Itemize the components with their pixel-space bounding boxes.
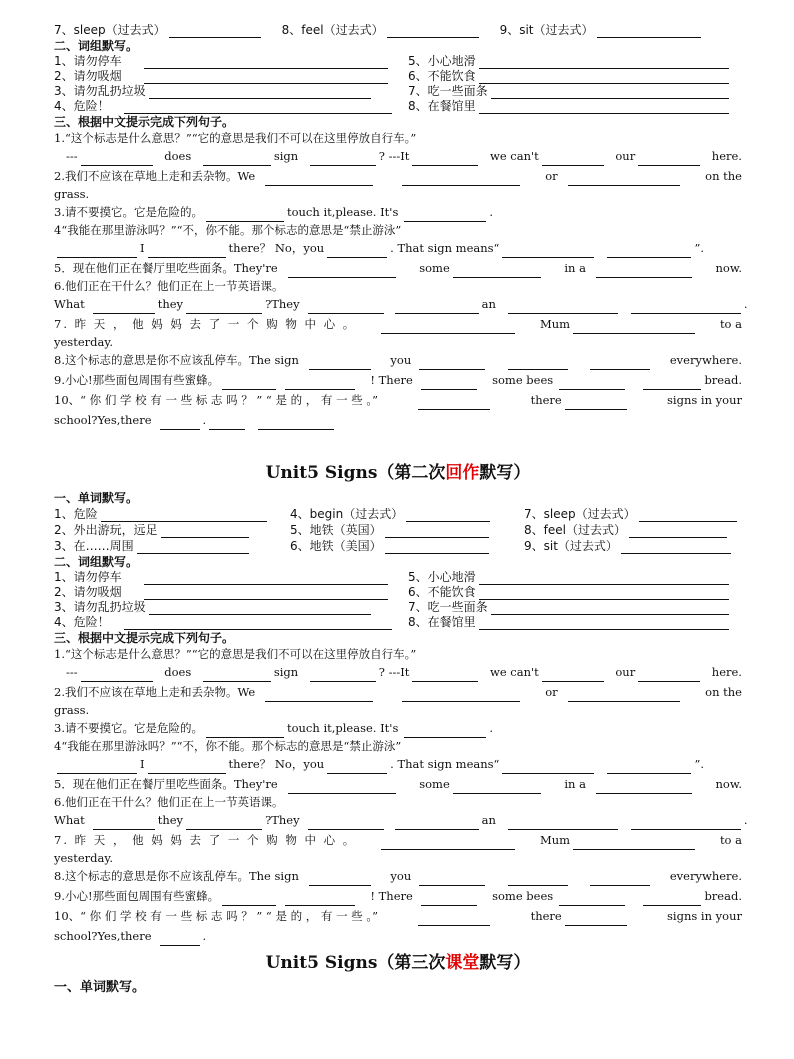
answer-blank[interactable] [310,153,376,166]
answer-blank[interactable] [124,101,392,114]
answer-blank[interactable] [148,761,226,774]
answer-blank[interactable] [206,725,284,738]
answer-blank[interactable] [160,933,200,946]
answer-blank[interactable] [638,153,700,166]
answer-blank[interactable] [93,817,155,830]
answer-blank[interactable] [565,913,627,926]
answer-blank[interactable] [419,357,485,370]
q1-english: --- does sign ? ---It we can't our here. [54,662,742,682]
answer-blank[interactable] [573,321,695,334]
answer-blank[interactable] [565,397,627,410]
answer-blank[interactable] [149,86,371,99]
answer-blank[interactable] [222,893,276,906]
answer-blank[interactable] [309,873,371,886]
unit5-title-third: Unit5 Signs（第三次课堂默写） [265,953,531,973]
answer-blank[interactable] [387,25,479,38]
section-2-title-repeat: 二、词组默写。 [54,555,139,569]
phrase-row [54,99,742,114]
answer-blank[interactable] [144,572,388,585]
answer-blank[interactable] [502,245,594,258]
phrase-label: 8、在餐馆里 [408,99,476,113]
q8: 8.这个标志的意思是你不应该乱停车。The sign you everywhere. [54,350,742,370]
answer-blank[interactable] [381,321,515,334]
answer-blank[interactable] [395,301,479,314]
q7-end: yesterday. [54,335,113,349]
phrase-label: 7、吃一些面条 [408,84,488,98]
q1-english: --- does sign ? ---It we can't our here. [54,146,742,166]
answer-blank[interactable] [93,301,155,314]
answer-blank[interactable] [597,25,701,38]
answer-blank[interactable] [309,357,371,370]
answer-blank[interactable] [508,301,618,314]
answer-blank[interactable] [186,301,262,314]
word-row: 3、在……周围 6、地铁（美国） 9、sit（过去式） [54,538,742,554]
answer-blank[interactable] [453,265,541,278]
answer-blank[interactable] [631,817,741,830]
answer-blank[interactable] [491,602,729,615]
answer-blank[interactable] [596,265,692,278]
answer-blank[interactable] [404,725,486,738]
answer-blank[interactable] [568,173,680,186]
answer-blank[interactable] [186,817,262,830]
phrase-label: 3、请勿乱扔垃圾 [54,84,146,98]
phrase-row [54,69,742,84]
q8: 8.这个标志的意思是你不应该乱停车。The sign you everywhere. [54,866,742,886]
answer-blank[interactable] [288,265,396,278]
answer-blank[interactable] [479,56,729,69]
word-8: 8、feel（过去式） [282,22,482,38]
phrase-row: 1、请勿停车 5、小心地滑 [54,570,742,585]
q6-chinese: 6.他们正在干什么？他们正在上一节英语课。 [54,795,284,809]
answer-blank[interactable] [160,417,200,430]
answer-blank[interactable] [479,101,729,114]
answer-blank[interactable] [542,153,604,166]
answer-blank[interactable] [590,873,650,886]
answer-blank[interactable] [402,173,520,186]
word-9: 9、sit（过去式） [500,22,704,38]
answer-blank[interactable] [643,893,701,906]
q4-chinese: 4“我能在那里游泳吗？”“不，你不能。那个标志的意思是“禁止游泳” [54,739,402,753]
answer-blank[interactable] [419,873,485,886]
phrase-row: 2、请勿吸烟 6、不能饮食 [54,585,742,600]
answer-blank[interactable] [222,377,276,390]
q6-chinese: 6.他们正在干什么？他们正在上一节英语课。 [54,279,284,293]
answer-blank[interactable] [288,781,396,794]
q3: 3.请不要摸它。它是危险的。 touch it,please. It's . [54,202,742,222]
answer-blank[interactable] [124,617,392,630]
q10: 10、“ 你 们 学 校 有 一 些 标 志 吗 ？ ” “ 是 的 ， 有 一 些 。” there signs in your [54,390,742,410]
answer-blank[interactable] [81,153,153,166]
word-row: 2、外出游玩，远足 5、地铁（英国） 8、feel（过去式） [54,522,742,538]
answer-blank[interactable] [412,153,478,166]
word-row: 1、危险 4、begin（过去式） 7、sleep（过去式） [54,506,742,522]
answer-blank[interactable] [453,781,541,794]
q4-chinese: 4“我能在那里游泳吗？”“不，你不能。那个标志的意思是“禁止游泳” [54,223,402,237]
section-1-title-third: 一、单词默写。 [54,980,146,995]
answer-blank[interactable] [265,689,373,702]
q9: 9.小心!那些面包周围有些蜜蜂。 ! There some bees bread. [54,370,742,390]
answer-blank[interactable] [631,301,741,314]
answer-blank[interactable] [590,357,650,370]
answer-blank[interactable] [596,781,692,794]
section-3-title: 三、根据中文提示完成下列句子。 [54,115,235,129]
q5: 5．现在他们正在餐厅里吃些面条。They're some in a now. [54,774,742,794]
answer-blank[interactable] [169,25,261,38]
q10-end: school?Yes,there . [54,410,742,430]
answer-blank[interactable] [149,602,371,615]
answer-blank[interactable] [144,587,388,600]
q2-end: grass. [54,703,90,717]
phrase-row [54,54,742,69]
answer-blank[interactable] [412,669,478,682]
answer-blank[interactable] [258,417,334,430]
answer-blank[interactable] [395,817,479,830]
answer-blank[interactable] [327,761,387,774]
answer-blank[interactable] [310,669,376,682]
answer-blank[interactable] [209,417,245,430]
answer-blank[interactable] [285,893,355,906]
answer-blank[interactable] [308,817,384,830]
answer-blank[interactable] [479,617,729,630]
answer-blank[interactable] [265,173,373,186]
answer-blank[interactable] [385,525,489,538]
answer-blank[interactable] [148,245,226,258]
q7: 7. 昨 天 ， 他 妈 妈 去 了 一 个 购 物 中 心 。 Mum to a [54,830,742,850]
answer-blank[interactable] [621,541,731,554]
answer-blank[interactable] [285,377,355,390]
section-1-title: 一、单词默写。 [54,491,139,505]
q3: 3.请不要摸它。它是危险的。 touch it,please. It's . [54,718,742,738]
q7-end: yesterday. [54,851,113,865]
answer-blank[interactable] [144,56,388,69]
q9: 9.小心!那些面包周围有些蜜蜂。 ! There some bees bread. [54,886,742,906]
answer-blank[interactable] [638,669,700,682]
answer-blank[interactable] [327,245,387,258]
answer-blank[interactable] [629,525,727,538]
answer-blank[interactable] [607,245,691,258]
answer-blank[interactable] [643,377,701,390]
answer-blank[interactable] [568,689,680,702]
answer-blank[interactable] [385,541,489,554]
q2: 2.我们不应该在草地上走和丢杂物。We or on the [54,682,742,702]
q4-english: I there？ No，you . That sign means“ ”. [54,238,742,258]
q2: 2.我们不应该在草地上走和丢杂物。We or on the [54,166,742,186]
answer-blank[interactable] [508,873,568,886]
phrase-label: 4、危险！ [54,99,110,113]
answer-blank[interactable] [559,893,625,906]
answer-blank[interactable] [491,86,729,99]
answer-blank[interactable] [404,209,486,222]
answer-blank[interactable] [101,509,267,522]
answer-blank[interactable] [542,669,604,682]
q10: 10、“ 你 们 学 校 有 一 些 标 志 吗 ？ ” “ 是 的 ， 有 一 些 。” there signs in your [54,906,742,926]
answer-blank[interactable] [161,525,249,538]
answer-blank[interactable] [639,509,737,522]
answer-blank[interactable] [559,377,625,390]
answer-blank[interactable] [402,689,520,702]
answer-blank[interactable] [203,669,271,682]
answer-blank[interactable] [137,541,249,554]
answer-blank[interactable] [418,397,490,410]
unit5-title-second: Unit5 Signs（第二次回作默写） [265,463,531,483]
answer-blank[interactable] [421,377,477,390]
answer-blank[interactable] [418,913,490,926]
q6-english: What they ?They an . [54,810,742,830]
phrase-label: 2、请勿吸烟 [54,69,122,83]
q7: 7. 昨 天 ， 他 妈 妈 去 了 一 个 购 物 中 心 。 Mum to a [54,314,742,334]
word-7: 7、sleep（过去式） [54,22,264,38]
phrase-row: 3、请勿乱扔垃圾 7、吃一些面条 [54,600,742,615]
answer-blank[interactable] [502,761,594,774]
worksheet-page [54,22,748,996]
phrase-row [54,84,742,99]
section-2-title: 二、词组默写。 [54,39,139,53]
answer-blank[interactable] [406,509,490,522]
q6-english: What they ?They an . [54,294,742,314]
q1-chinese: 1.“这个标志是什么意思？”“它的意思是我们不可以在这里停放自行车。” [54,647,417,661]
answer-blank[interactable] [144,71,388,84]
q4-english: I there？ No，you . That sign means“ ”. [54,754,742,774]
answer-blank[interactable] [81,669,153,682]
phrase-row: 4、危险！ 8、在餐馆里 [54,615,742,630]
answer-blank[interactable] [607,761,691,774]
answer-blank[interactable] [421,893,477,906]
q5: 5．现在他们正在餐厅里吃些面条。They're some in a now. [54,258,742,278]
answer-blank[interactable] [573,837,695,850]
q10-end: school?Yes,there . [54,926,742,946]
word-row-top [54,22,742,38]
answer-blank[interactable] [508,817,618,830]
phrase-label: 5、小心地滑 [408,54,476,68]
answer-blank[interactable] [57,761,137,774]
answer-blank[interactable] [479,572,729,585]
answer-blank[interactable] [308,301,384,314]
section-3-title-repeat: 三、根据中文提示完成下列句子。 [54,631,235,645]
phrase-label: 1、请勿停车 [54,54,122,68]
answer-blank[interactable] [57,245,137,258]
answer-blank[interactable] [508,357,568,370]
answer-blank[interactable] [479,71,729,84]
answer-blank[interactable] [203,153,271,166]
q1-chinese: 1.“这个标志是什么意思？”“它的意思是我们不可以在这里停放自行车。” [54,131,417,145]
answer-blank[interactable] [381,837,515,850]
answer-blank[interactable] [479,587,729,600]
phrase-label: 6、不能饮食 [408,69,476,83]
answer-blank[interactable] [206,209,284,222]
q2-end: grass. [54,187,90,201]
